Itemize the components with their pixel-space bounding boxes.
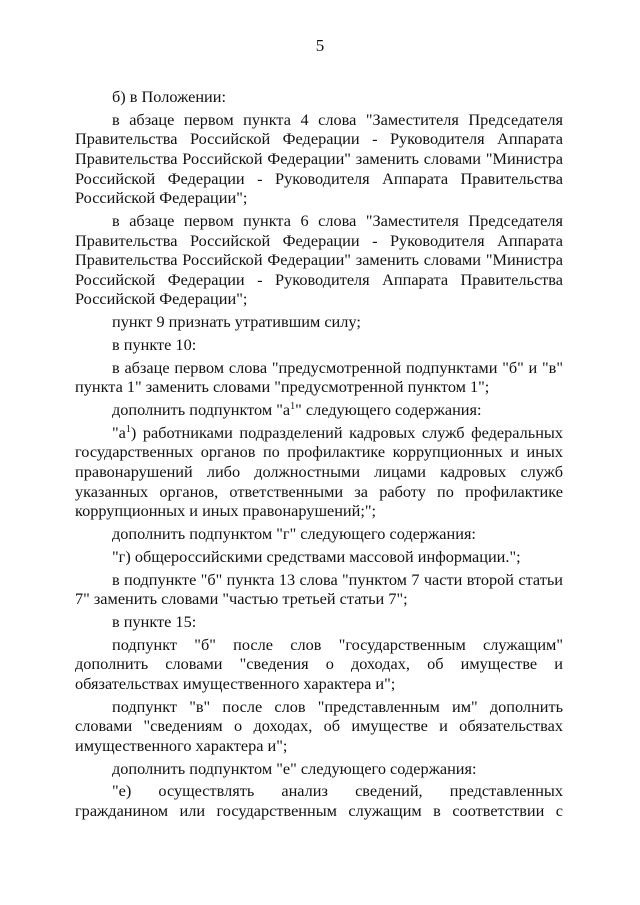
document-body (75, 87, 563, 824)
paragraph-add-e: дополнить подпунктом "е" следующего содержания: (112, 758, 477, 778)
paragraph-item-15: в пункте 15: (112, 611, 197, 631)
superscript: 1 (290, 401, 296, 413)
paragraph-e-content: "е) осуществлять анализ сведений, представленных гражданином или государственным служащим в соответствии с (75, 781, 563, 820)
paragraph-section-b: б) в Положении: (112, 87, 227, 106)
text-run: "а (112, 422, 126, 442)
page-number: 5 (315, 36, 325, 55)
paragraph-item-6: в абзаце первом пункта 6 слова "Заместителя Председателя Правительства Российской Федерации - Руководителя Аппарата Правительства Российской Федерации" заменить словами "Министра Российской Федерации - Руководителя Аппарата Правительства Российской Федерации"; (75, 210, 563, 309)
text-run: " следующего содержания: (295, 400, 482, 420)
paragraph-item-10: в пункте 10: (112, 334, 197, 354)
text-run: ) работниками подразделений кадровых служб федеральных государственных органов по профилактике коррупционных и иных правонарушений либо должностными лицами кадровых служб указанных органов, ответственными за работу по профилактике коррупционных и иных правонарушений;"; (75, 422, 563, 521)
text-run: дополнить подпунктом "а (112, 400, 291, 420)
paragraph-a1-content (75, 423, 563, 521)
paragraph-item-9: пункт 9 признать утратившим силу; (112, 312, 361, 332)
paragraph-item-15-b: подпункт "б" после слов "государственным служащим" дополнить словами "сведения о доходах, об имуществе и обязательствах имущественного характера и"; (75, 634, 563, 693)
paragraph-item-4: в абзаце первом пункта 4 слова "Заместителя Председателя Правительства Российской Федерации - Руководителя Аппарата Правительства Российской Федерации" заменить словами "Министра Российской Федерации - Руководителя Аппарата Правительства Российской Федерации"; (75, 109, 563, 208)
superscript: 1 (125, 423, 131, 435)
paragraph-item-13: в подпункте "б" пункта 13 слова "пунктом 7 части второй статьи 7" заменить словами "частью третьей статьи 7"; (75, 569, 563, 609)
paragraph-item-15-v: подпункт "в" после слов "представленным им" дополнить словами "сведениям о доходах, об имуществе и обязательствах имущественного характера и"; (75, 696, 563, 755)
paragraph-add-g: дополнить подпунктом "г" следующего содержания: (112, 523, 476, 543)
paragraph-g-content: "г) общероссийскими средствами массовой информации."; (112, 546, 521, 566)
paragraph-item-10-abzac: в абзаце первом слова "предусмотренной подпунктами "б" и "в" пункта 1" заменить словами "предусмотренной пунктом 1"; (75, 357, 563, 397)
paragraph-add-a1 (75, 400, 563, 420)
